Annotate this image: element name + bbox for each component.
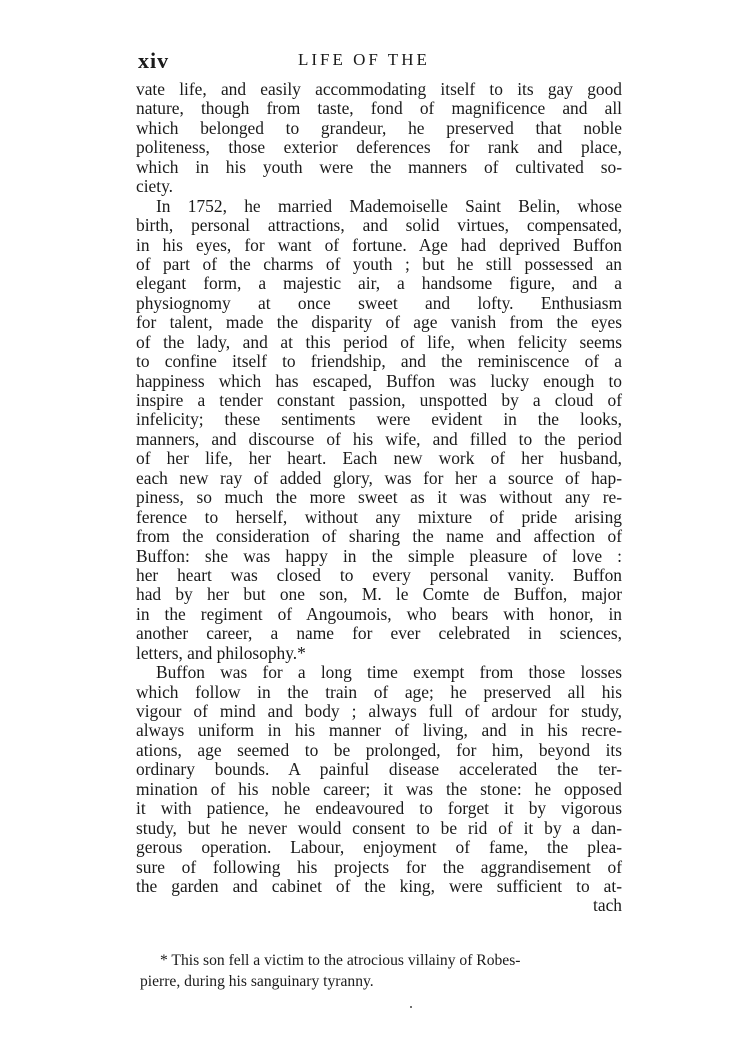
text-line: elegant form, a majestic air, a handsome figure, and a xyxy=(136,273,622,294)
footnote-line: * This son fell a victim to the atrocious villainy of Robes- xyxy=(160,952,521,969)
running-head: LIFE OF THE xyxy=(298,50,430,69)
text-line: vigour of mind and body ; always full of ardour for study, xyxy=(136,701,622,721)
text-line: In 1752, he married Mademoiselle Saint Belin, whose xyxy=(156,195,622,216)
page-header xyxy=(138,48,622,78)
text-line: which in his youth were the manners of cultivated so- xyxy=(136,156,622,177)
text-line: ations, age seemed to be prolonged, for him, beyond its xyxy=(136,739,622,760)
text-line: of part of the charms of youth ; but he still possessed an xyxy=(136,253,622,274)
footnote xyxy=(140,950,624,992)
text-line: the garden and cabinet of the king, were sufficient to at- xyxy=(136,875,622,896)
text-line: mination of his noble career; it was the stone: he opposed xyxy=(136,778,622,799)
text-line: physiognomy at once sweet and lofty. Enthusiasm xyxy=(136,292,622,313)
text-line: Buffon was for a long time exempt from those losses xyxy=(156,662,622,683)
text-line: study, but he never would consent to be rid of it by a dan- xyxy=(136,817,622,838)
text-line: which belonged to grandeur, he preserved that noble xyxy=(136,117,622,138)
text-line: gerous operation. Labour, enjoyment of fame, the plea- xyxy=(136,837,622,858)
text-line: vate life, and easily accommodating itself to its gay good xyxy=(136,79,622,99)
body-text xyxy=(136,80,622,916)
text-line: ciety. xyxy=(136,176,174,197)
text-line: infelicity; these sentiments were evident in the looks, xyxy=(136,409,622,430)
text-line: sure of following his projects for the aggrandisement of xyxy=(136,856,622,877)
text-line: from the consideration of sharing the name and affection of xyxy=(136,526,622,547)
footnote-line: pierre, during his sanguinary tyranny. xyxy=(140,973,374,990)
text-line: ordinary bounds. A painful disease accelerated the ter- xyxy=(136,759,622,780)
text-line: letters, and philosophy.* xyxy=(136,642,306,663)
text-line: birth, personal attractions, and solid virtues, compensated, xyxy=(136,215,622,236)
text-line: in the regiment of Angoumois, who bears with honor, in xyxy=(136,603,622,624)
text-line: manners, and discourse of his wife, and filled to the period xyxy=(136,428,622,449)
catchword: tach xyxy=(593,895,622,916)
text-line: her heart was closed to every personal vanity. Buffon xyxy=(136,564,622,585)
text-line: it with patience, he endeavoured to forget it by vigorous xyxy=(136,798,622,819)
text-line: each new ray of added glory, was for her a source of hap- xyxy=(136,467,622,488)
text-line: for talent, made the disparity of age vanish from the eyes xyxy=(136,312,622,333)
text-line: ference to herself, without any mixture of pride arising xyxy=(136,506,622,527)
page-number: xiv xyxy=(138,48,170,73)
text-line: which follow in the train of age; he preserved all his xyxy=(136,681,622,702)
text-line: inspire a tender constant passion, unspotted by a cloud of xyxy=(136,390,622,410)
text-line: Buffon: she was happy in the simple pleasure of love : xyxy=(136,545,622,566)
text-line: another career, a name for ever celebrated in sciences, xyxy=(136,623,622,644)
text-line: of the lady, and at this period of life, when felicity seems xyxy=(136,331,622,352)
text-line: politeness, those exterior deferences for rank and place, xyxy=(136,137,622,158)
text-line: piness, so much the more sweet as it was without any re- xyxy=(136,487,622,508)
text-line: had by her but one son, M. le Comte de Buffon, major xyxy=(136,584,622,605)
ink-speck xyxy=(410,1006,412,1008)
text-line: to confine itself to friendship, and the reminiscence of a xyxy=(136,351,622,372)
text-line: of her life, her heart. Each new work of her husband, xyxy=(136,448,622,469)
text-line: in his eyes, for want of fortune. Age had deprived Buffon xyxy=(136,234,622,255)
text-line: nature, though from taste, fond of magnificence and all xyxy=(136,98,622,119)
text-line: always uniform in his manner of living, and in his recre- xyxy=(136,720,622,741)
text-line: happiness which has escaped, Buffon was lucky enough to xyxy=(136,370,622,391)
